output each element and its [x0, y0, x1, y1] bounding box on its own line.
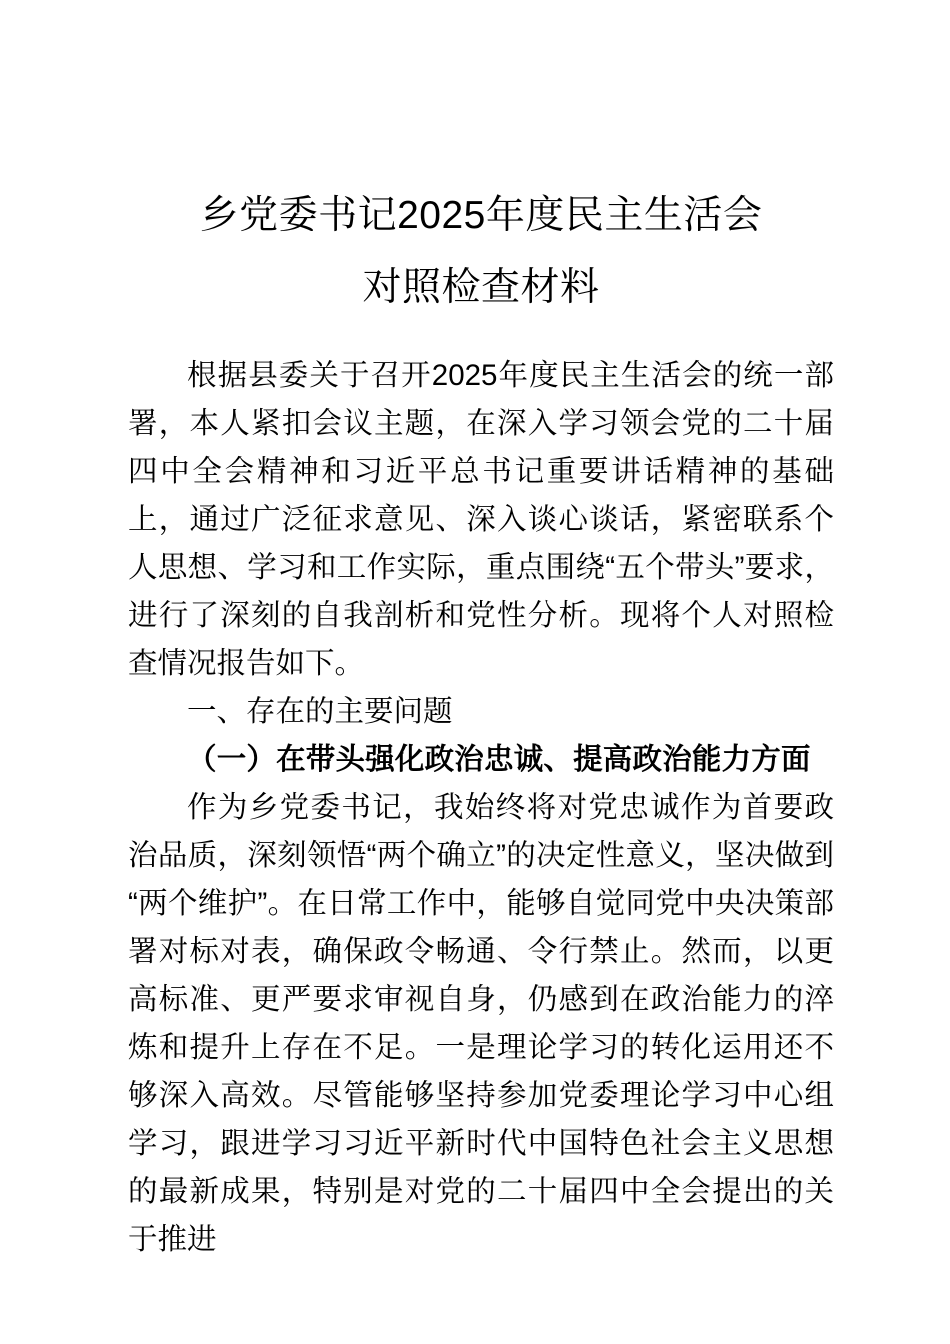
- intro-paragraph: 根据县委关于召开2025年度民主生活会的统一部署，本人紧扣会议主题，在深入学习领会党的二十届四中全会精神和习近平总书记重要讲话精神的基础上，通过广泛征求意见、深入谈心谈话，紧密联系个人思想、学习和工作实际，重点围绕“五个带头”要求，进行了深刻的自我剖析和党性分析。现将个人对照检查情况报告如下。: [128, 359, 834, 680]
- subsection-heading-one-a: （一）在带头强化政治忠诚、提高政治能力方面: [187, 743, 811, 776]
- subsection-body-one-a: 作为乡党委书记，我始终将对党忠诚作为首要政治品质，深刻领悟“两个确立”的决定性意义，坚决做到“两个维护”。在日常工作中，能够自觉同党中央决策部署对标对表，确保政令畅通、令行禁止。然而，以更高标准、更严要求审视自身，仍感到在政治能力的淬炼和提升上存在不足。一是理论学习的转化运用还不够深入高效。尽管能够坚持参加党委理论学习中心组学习，跟进学习习近平新时代中国特色社会主义思想的最新成果，特别是对党的二十届四中全会提出的关于推进: [128, 791, 834, 1256]
- document-title: 乡党委书记2025年度民主生活会: [199, 194, 763, 237]
- document-body: [128, 0, 834, 1264]
- document-subtitle: 对照检查材料: [362, 266, 600, 309]
- section-heading-one: 一、存在的主要问题: [187, 695, 453, 728]
